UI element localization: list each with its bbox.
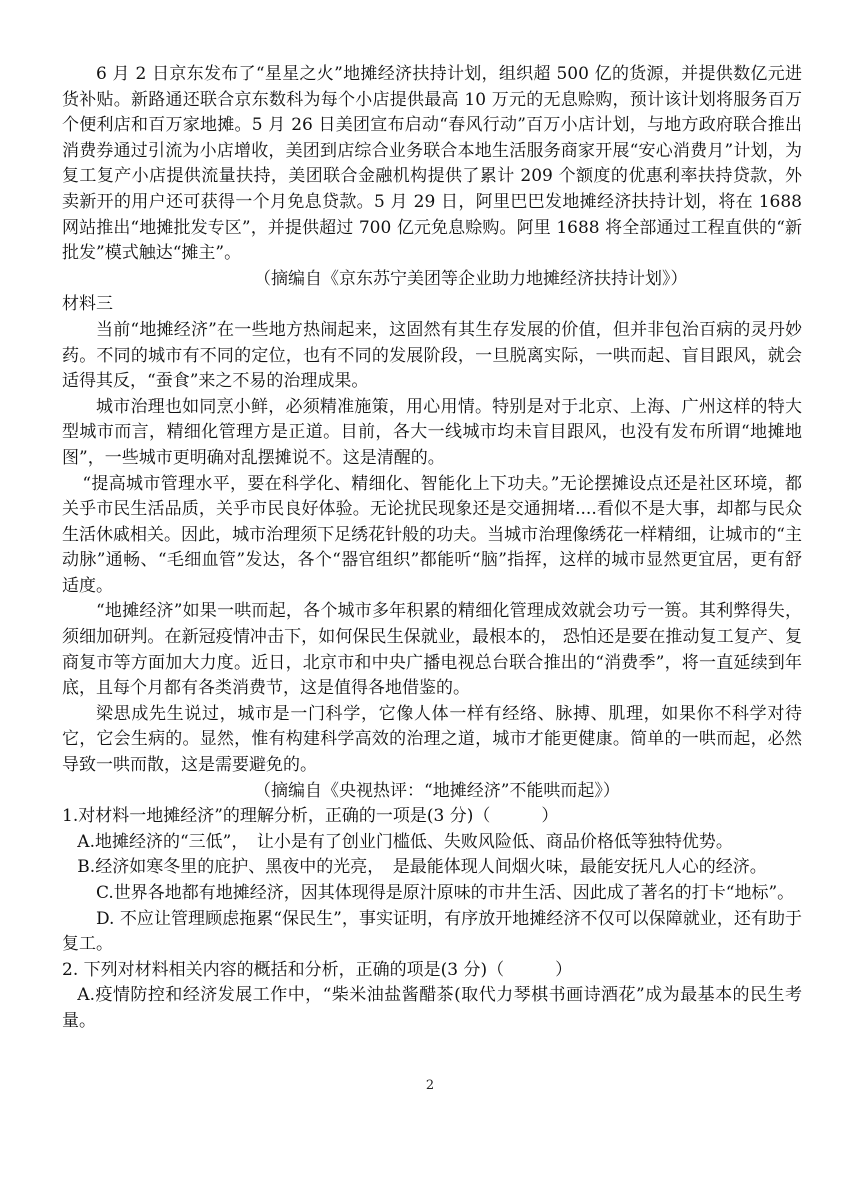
question-1-option-b: B.经济如寒冬里的庇护、黑夜中的光亮， 是最能体现人间烟火味，最能安抚凡人心的经济。 <box>77 857 767 878</box>
question-1-option-d: D. 不应让管理顾虑拖累“保民生”，事实证明，有序放开地摊经济不仅可以保障就业，还有助于复工。 <box>62 908 802 955</box>
material3-heading: 材料三 <box>62 294 113 315</box>
question-1-option-c: C.世界各地都有地摊经济，因其体现得是原汁原味的市井生活、因此成了著名的打卡“地标”。 <box>96 883 795 903</box>
material3-paragraph-5: 梁思成先生说过，城市是一门科学，它像人体一样有经络、脉搏、肌理，如果你不科学对待它，它会生病的。显然，惟有构建科学高效的治理之道，城市才能更健康。简单的一哄而起，必然导致一哄而散，这是需要避免的。 <box>62 703 802 776</box>
question-2-stem: 2. 下列对材料相关内容的概括和分析，正确的项是(3 分)（ ） <box>62 959 573 980</box>
page-number: 2 <box>425 1078 435 1093</box>
material3-paragraph-2: 城市治理也如同烹小鲜，必须精准施策，用心用情。特别是对于北京、上海、广州这样的特大型城市而言，精细化管理方是正道。目前，各大一线城市均未盲目跟风，也没有发布所谓“地摊地图”，一些城市更明确对乱摆摊说不。这是清醒的。 <box>62 396 802 468</box>
question-2-option-a: A.疫情防控和经济发展工作中，“柴米油盐酱醋茶(取代力琴棋书画诗酒花”成为最基本的民生考量。 <box>62 985 802 1031</box>
material2-paragraph: 6 月 2 日京东发布了“星星之火”地摊经济扶持计划，组织超 500 亿的货源，并提供数亿元进货补贴。新路通还联合京东数科为每个小店提供最高 10 万元的无息赊购，预计该计划将服务百万个便利店和百万家地摊。5 月 26 日美团宣布启动“春风行动”百万小店计划，与地方政府联合推出消费券通过引流为小店增收，美团到店综合业务联合本地生活服务商家开展“安心消费月”计划，为复工复产小店提供流量扶持，美团联合金融机构提供了累计 209 个额度的优惠利率扶持贷款，外卖新开的用户还可获得一个月免息贷款。5 月 29 日，阿里巴巴发地摊经济扶持计划，将在 1688 网站推出“地摊批发专区”，并提供超过 700 亿元免息赊购。阿里 1688 将全部通过工程直供的“新批发”模式触达“摊主”。 <box>62 64 802 264</box>
document-page <box>62 62 802 1035</box>
question-1-option-a: A.地摊经济的“三低”， 让小是有了创业门槛低、失败风险低、商品价格低等独特优势。 <box>77 831 733 852</box>
material2-source: （摘编自《京东苏宁美团等企业助力地摊经济扶持计划》） <box>254 268 688 289</box>
material3-paragraph-3: “提高城市管理水平，要在科学化、精细化、智能化上下功夫。”无论摆摊设点还是社区环境，都关乎市民生活品质，关乎市民良好体验。无论扰民现象还是交通拥堵....看似不是大事，却都与民众生活休戚相关。因此，城市治理须下足绣花针般的功夫。当城市治理像绣花一样精细，让城市的“主动脉”通畅、“毛细血管”发达，各个“器官组织”都能听“脑”指挥，这样的城市显然更宜居，更有舒适度。 <box>62 473 802 596</box>
question-1-stem: 1.对材料一地摊经济”的理解分析，正确的一项是(3 分)（ ） <box>62 806 559 827</box>
material3-source: （摘编自《央视热评：“地摊经济”不能哄而起》） <box>254 780 620 801</box>
material3-paragraph-1: 当前“地摊经济”在一些地方热闹起来，这固然有其生存发展的价值，但并非包治百病的灵丹妙药。不同的城市有不同的定位，也有不同的发展阶段，一旦脱离实际，一哄而起、盲目跟风，就会适得其反，“蚕食”来之不易的治理成果。 <box>62 319 802 392</box>
material3-paragraph-4: “地摊经济”如果一哄而起，各个城市多年积累的精细化管理成效就会功亏一篑。其利弊得失，须细加研判。在新冠疫情冲击下，如何保民生保就业，最根本的， 恐怕还是要在推动复工复产、复商复市等方面加大力度。近日，北京市和中央广播电视总台联合推出的“消费季”，将一直延续到年底，且每个月都有各类消费节，这是值得各地借鉴的。 <box>62 601 802 699</box>
